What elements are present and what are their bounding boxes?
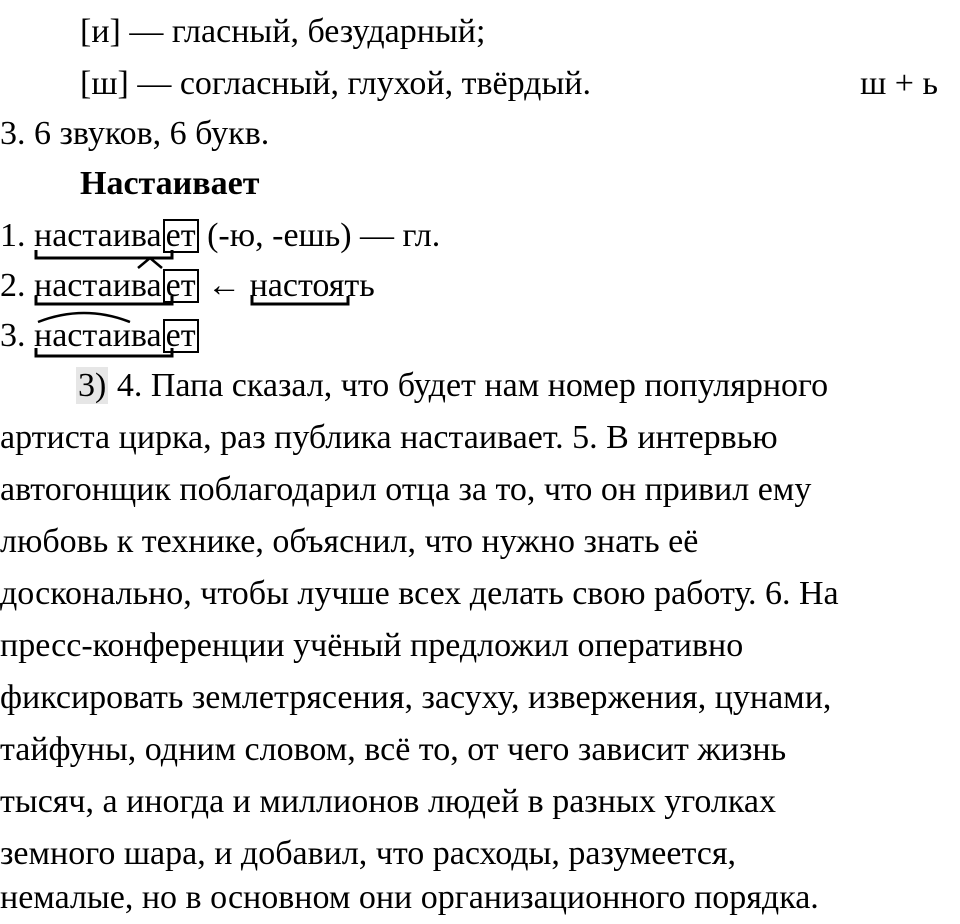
morph-row-3: [0, 310, 199, 362]
morph-row-2: [0, 260, 375, 312]
stem-text: настаива: [34, 217, 162, 254]
phonetic-note: ш + ь: [860, 65, 938, 102]
stem: [34, 260, 162, 312]
source-stem: [250, 260, 345, 312]
paragraph-text: любовь к технике, объяснил, что нужно знать её: [0, 523, 699, 560]
row-number: 1.: [0, 217, 26, 254]
paragraph-text: тысяч, а иногда и миллионов людей в разных уголках: [0, 783, 776, 820]
source-stem-text: настоя: [249, 267, 345, 304]
stem-text: настаива: [34, 317, 162, 354]
sound-count-text: 3. 6 звуков, 6 букв.: [0, 115, 270, 152]
paragraph-text: досконально, чтобы лучше всех делать свою работу. 6. На: [0, 575, 839, 612]
stem: [34, 210, 162, 262]
word-heading: [80, 158, 259, 210]
paragraph-line: [0, 568, 839, 620]
paragraph-text: артиста цирка, раз публика настаивает. 5. В интервью: [0, 419, 778, 456]
paragraph-text: земного шара, и добавил, что расходы, разумеется,: [0, 835, 736, 872]
row-tail: (-ю, -ешь) — гл.: [198, 217, 441, 254]
paragraph-line: [0, 872, 819, 924]
stem: [34, 310, 162, 362]
ending-box: ет: [163, 269, 199, 303]
phonetic-text: [ш] — согласный, глухой, твёрдый.: [80, 65, 591, 102]
paragraph-text: пресс-конференции учёный предложил оперативно: [0, 627, 744, 664]
source-suffix: ть: [344, 267, 375, 304]
row-number: 2.: [0, 267, 26, 304]
paragraph-text: тайфуны, одним словом, всё то, от чего зависит жизнь: [0, 731, 787, 768]
paragraph-line: [0, 776, 776, 828]
phonetic-line-i: [80, 6, 485, 58]
paragraph-text: фиксировать землетрясения, засуху, извержения, цунами,: [0, 679, 832, 716]
row-number: 3.: [0, 317, 26, 354]
paragraph-line: [0, 516, 698, 568]
word-heading-text: Настаивает: [80, 165, 260, 202]
ending-box: ет: [163, 319, 199, 353]
paragraph-line: [0, 620, 743, 672]
source-stem-bracket: [250, 260, 350, 320]
phonetic-text: [и] — гласный, безударный;: [80, 13, 486, 50]
paragraph-line: [0, 672, 831, 724]
phonetic-line-sh: [80, 58, 960, 110]
paragraph-text: 4. Папа сказал, что будет нам номер популярного: [108, 367, 829, 404]
morph-row-1: [0, 210, 440, 262]
paragraph-text: автогонщик поблагодарил отца за то, что он привил ему: [0, 471, 812, 508]
sound-count-line: [0, 108, 269, 160]
paragraph-line: [0, 412, 778, 464]
paragraph-line-1: [76, 360, 828, 412]
ending-box: ет: [163, 219, 199, 253]
arrow: ←: [198, 267, 250, 304]
stem-text: настаива: [34, 267, 162, 304]
paragraph-marker: 3): [78, 367, 107, 404]
paragraph-text: немалые, но в основном они организационного порядка.: [0, 879, 819, 916]
paragraph-line: [0, 464, 811, 516]
paragraph-line: [0, 724, 786, 776]
